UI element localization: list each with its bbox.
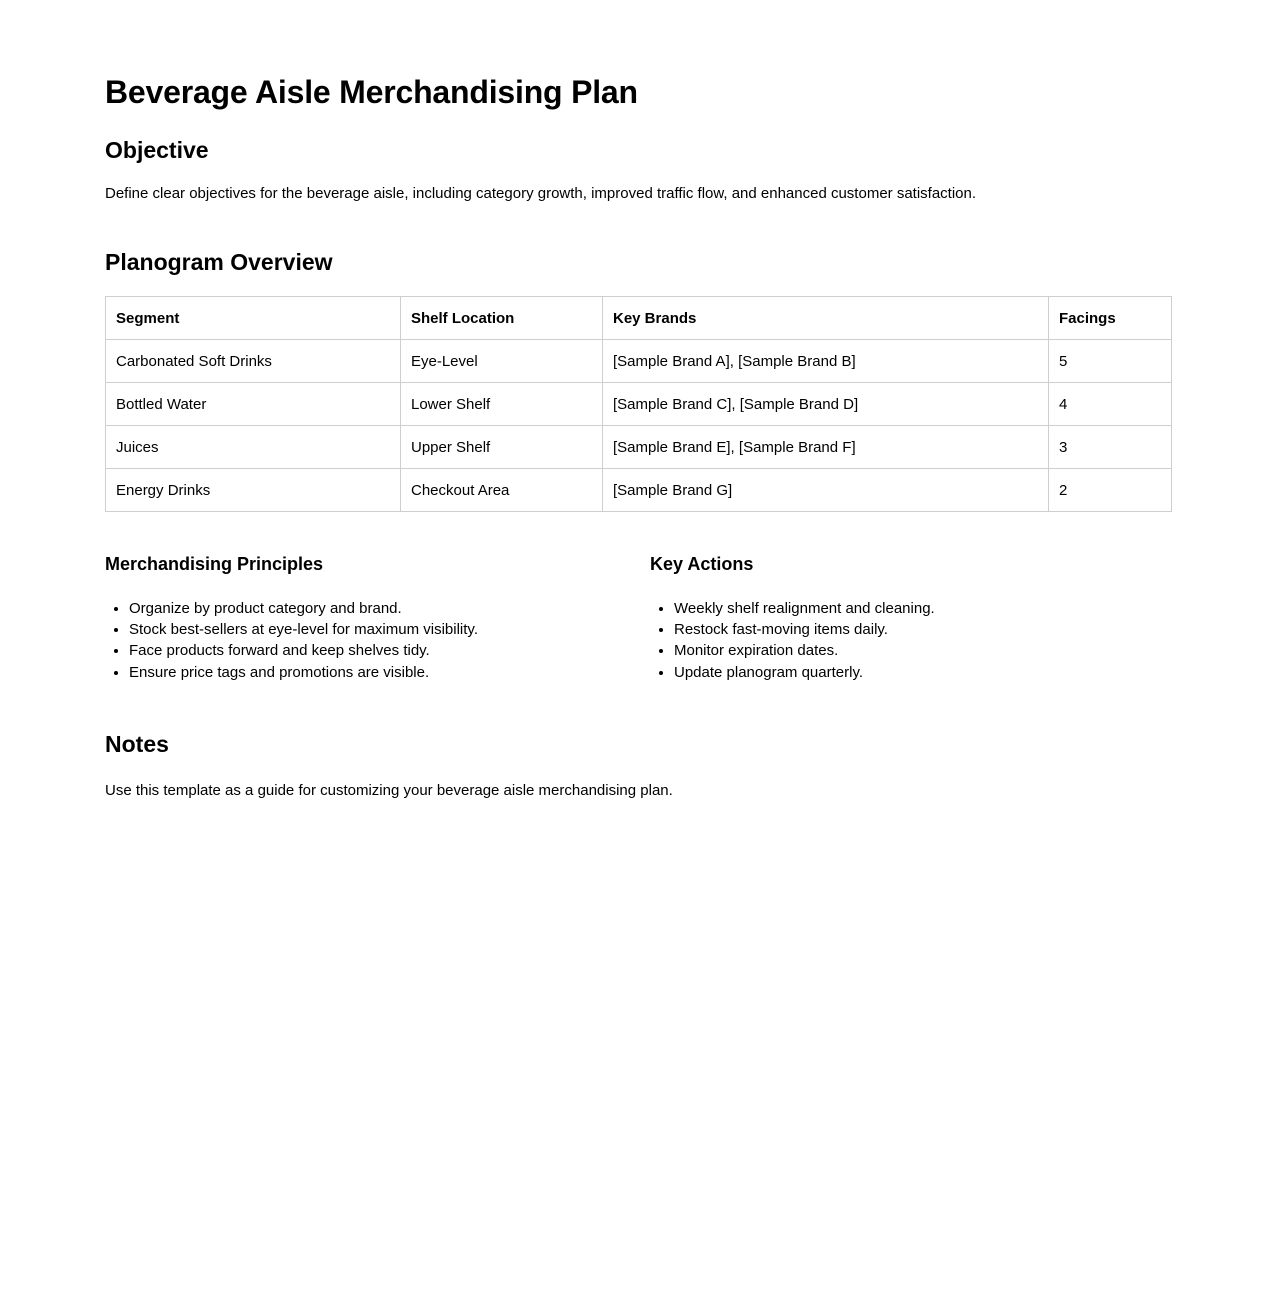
cell-shelf-location: Lower Shelf xyxy=(401,383,603,426)
cell-segment: Carbonated Soft Drinks xyxy=(106,340,401,383)
cell-facings: 4 xyxy=(1049,383,1172,426)
cell-facings: 5 xyxy=(1049,340,1172,383)
list-item: • Update planogram quarterly. xyxy=(674,662,1170,683)
notes-section xyxy=(105,731,1173,801)
key-actions-heading: Key Actions xyxy=(650,554,754,575)
objective-text: Define clear objectives for the beverage aisle, including category growth, improved traffic flow, and enhanced customer satisfaction. xyxy=(105,185,977,203)
table-row xyxy=(106,383,1172,426)
column-header-segment: Segment xyxy=(106,297,401,340)
merchandising-principles-section xyxy=(105,554,650,683)
list-item: • Organize by product category and brand. xyxy=(129,598,650,619)
table-body xyxy=(106,340,1172,512)
table-row xyxy=(106,426,1172,469)
table-header-row xyxy=(106,297,1172,340)
merchandising-principles-list xyxy=(105,598,650,683)
planogram-table xyxy=(105,296,1172,512)
planogram-heading: Planogram Overview xyxy=(105,248,333,275)
cell-shelf-location: Eye-Level xyxy=(401,340,603,383)
table-row xyxy=(106,340,1172,383)
planogram-section xyxy=(105,249,1173,513)
cell-facings: 3 xyxy=(1049,426,1172,469)
cell-key-brands: [Sample Brand E], [Sample Brand F] xyxy=(603,426,1049,469)
cell-segment: Energy Drinks xyxy=(106,469,401,512)
cell-key-brands: [Sample Brand C], [Sample Brand D] xyxy=(603,383,1049,426)
cell-key-brands: [Sample Brand G] xyxy=(603,469,1049,512)
table-header xyxy=(106,297,1172,340)
objective-section xyxy=(105,137,1173,205)
key-actions-section xyxy=(650,554,1170,683)
cell-segment: Juices xyxy=(106,426,401,469)
cell-segment: Bottled Water xyxy=(106,383,401,426)
notes-text: Use this template as a guide for customizing your beverage aisle merchandising plan. xyxy=(105,781,673,799)
table-row xyxy=(106,469,1172,512)
cell-shelf-location: Checkout Area xyxy=(401,469,603,512)
column-header-facings: Facings xyxy=(1049,297,1172,340)
objective-heading: Objective xyxy=(105,136,209,163)
list-item: • Ensure price tags and promotions are visible. xyxy=(129,662,650,683)
list-item: • Weekly shelf realignment and cleaning. xyxy=(674,598,1170,619)
notes-heading: Notes xyxy=(105,731,169,758)
page-title: Beverage Aisle Merchandising Plan xyxy=(105,74,638,110)
cell-facings: 2 xyxy=(1049,469,1172,512)
list-item: • Monitor expiration dates. xyxy=(674,640,1170,661)
column-header-shelf-location: Shelf Location xyxy=(401,297,603,340)
cell-shelf-location: Upper Shelf xyxy=(401,426,603,469)
merchandising-principles-heading: Merchandising Principles xyxy=(105,554,324,575)
key-actions-list xyxy=(650,598,1170,683)
column-header-key-brands: Key Brands xyxy=(603,297,1049,340)
cell-key-brands: [Sample Brand A], [Sample Brand B] xyxy=(603,340,1049,383)
list-item: • Face products forward and keep shelves tidy. xyxy=(129,640,650,661)
two-column-lists xyxy=(105,554,1173,683)
list-item: • Restock fast-moving items daily. xyxy=(674,619,1170,640)
list-item: • Stock best-sellers at eye-level for maximum visibility. xyxy=(129,619,650,640)
